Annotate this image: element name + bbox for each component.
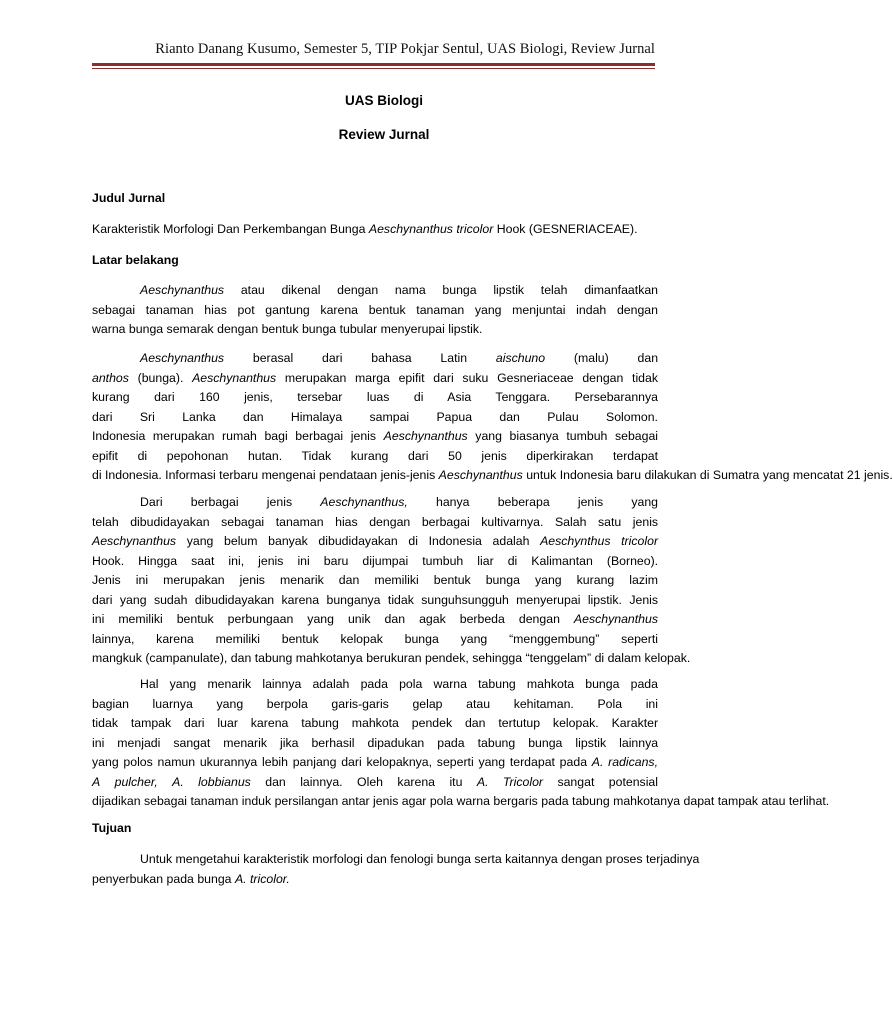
header-rule-thin (92, 68, 655, 69)
paragraph-latar-3: Dari berbagai jenis Aeschynanthus, hanya beberapa jenis yang telah dibudidayakan sebagai tanaman hias dengan berbagai kultivarnya. Salah satu jenis Aeschynanthus yang belum banyak dibudidayakan di Indonesia adalah Aeschynthus tricolor Hook. Hingga saat ini, jenis ini baru dijumpai tumbuh liar di Kalimantan (Borneo). Jenis ini merupakan jenis menarik dan memiliki bentuk bunga yang kurang lazim dari yang sudah dibudidayakan karena bunganya tidak sunguhsungguh menyerupai lipstik. Jenis ini memiliki bentuk perbungaan yang unik dan agak berbeda dengan Aeschynanthus lainnya, karena memiliki bentuk kelopak bunga yang “menggembung” seperti mangkuk (campanulate), dan tabung mahkotanya berukuran pendek, sehingga “tenggelam” di dalam kelopak. (92, 495, 691, 665)
paragraph-tujuan-1: Untuk mengetahui karakteristik morfologi dan fenologi bunga serta kaitannya dengan proses terjadinya penyerbukan pada bunga A. tricolor. (92, 852, 700, 886)
header-rule (92, 63, 655, 66)
running-header: Rianto Danang Kusumo, Semester 5, TIP Pokjar Sentul, UAS Biologi, Review Jurnal (155, 41, 655, 57)
journal-title-text: Karakteristik Morfologi Dan Perkembangan Bunga Aeschynanthus tricolor Hook (GESNERIACEAE). (92, 222, 638, 236)
section-heading-judul: Judul Jurnal (92, 191, 166, 205)
paragraph-latar-4: Hal yang menarik lainnya adalah pada pola warna tabung mahkota bunga pada bagian luarnya yang berpola garis-garis gelap atau kehitaman. Pola ini tidak tampak dari luar karena tabung mahkota pendek dan tertutup kelopak. Karakter ini menjadi sangat menarik jika berhasil dipadukan pada tabung bunga lipstik lainnya yang polos namun ukurannya lebih panjang dari kelopaknya, seperti yang terdapat pada A. radicans, A pulcher, A. lobbianus dan lainnya. Oleh karena itu A. Tricolor sangat potensial dijadikan sebagai tanaman induk persilangan antar jenis agar pola warna bergaris pada tabung mahkotanya dapat tampak atau terlihat. (92, 677, 830, 808)
page-subtitle: Review Jurnal (338, 127, 430, 142)
section-heading-tujuan: Tujuan (92, 821, 132, 835)
paragraph-latar-2: Aeschynanthus berasal dari bahasa Latin aischuno (malu) dan anthos (bunga). Aeschynanthus merupakan marga epifit dari suku Gesneriaceae dengan tidak kurang dari 160 jenis, tersebar luas di Asia Tenggara. Persebarannya dari Sri Lanka dan Himalaya sampai Papua dan Pulau Solomon. Indonesia merupakan rumah bagi berbagai jenis Aeschynanthus yang biasanya tumbuh sebagai epifit di pepohonan hutan. Tidak kurang dari 50 jenis diperkirakan terdapat di Indonesia. Informasi terbaru mengenai pendataan jenis-jenis Aeschynanthus untuk Indonesia baru dilakukan di Sumatra yang mencatat 21 jenis. (92, 351, 893, 482)
section-heading-latar: Latar belakang (92, 253, 179, 267)
paragraph-latar-1: Aeschynanthus atau dikenal dengan nama bunga lipstik telah dimanfaatkan sebagai tanaman hias pot gantung karena bentuk tanaman yang menjuntai indah dengan warna bunga semarak dengan bentuk bunga tubular menyerupai lipstik. (92, 283, 659, 336)
page-title: UAS Biologi (345, 93, 423, 108)
